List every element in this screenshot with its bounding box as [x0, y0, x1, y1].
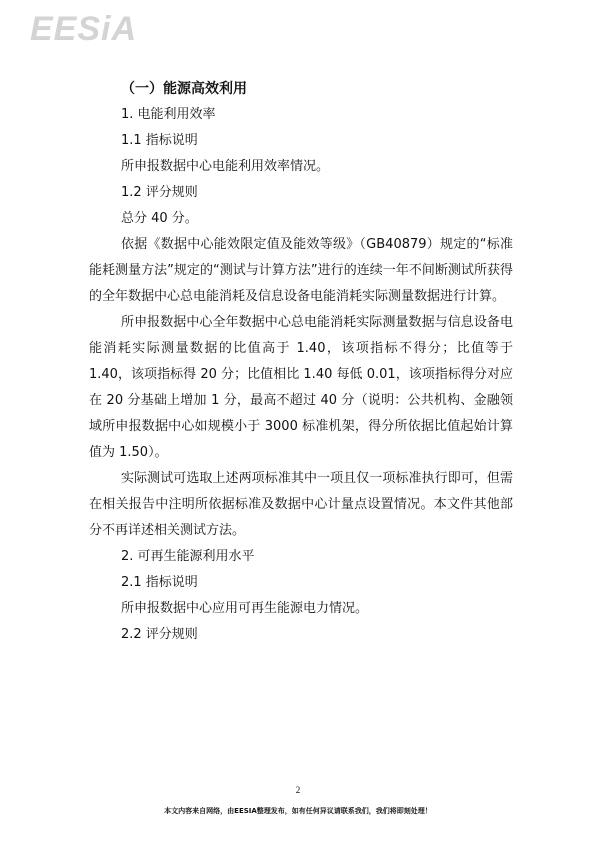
- indicator-desc-text: 所申报数据中心电能利用效率情况。: [121, 159, 330, 174]
- subsection-renewable: 2. 可再生能源利用水平: [121, 549, 255, 564]
- page-number: 2: [295, 785, 301, 795]
- renewable-desc-text: 所申报数据中心应用可再生能源电力情况。: [121, 601, 369, 616]
- paragraph-basis: 依据《数据中心能效限定值及能效等级》（GB40879）规定的“标准能耗测量方法”规定的“测试与计算方法”进行的连续一年不间断测试所获得的全年数据中心总电能消耗及信息设备电能消耗实际测量数据进行计算。: [89, 237, 513, 304]
- eesia-logo: EESiA: [30, 10, 138, 48]
- paragraph-testing: 实际测试可选取上述两项标准其中一项且仅一项标准执行即可，但需在相关报告中注明所依据标准及数据中心计量点设置情况。本文件其他部分不再详述相关测试方法。: [89, 471, 513, 538]
- subsection-scoring-rules: 1.2 评分规则: [121, 185, 198, 200]
- section-title-energy-efficiency: （一）能源高效利用: [121, 81, 247, 97]
- footer-disclaimer: 本文内容来自网络，由EESIA整理发布，如有任何异议请联系我们，我们将即刻处理！: [164, 807, 432, 815]
- paragraph-scoring: 所申报数据中心全年数据中心总电能消耗实际测量数据与信息设备电能消耗实际测量数据的比值高于 1.40，该项指标不得分；比值等于 1.40，该项指标得 20 分；比值相比 1.40 每低 0.01，该项指标得分对应在 20 分基础上增加 1 分，最高不超过 40 分（说明：公共机构、金融领域所申报数据中心如规模小于 3000 标准机架，得分所依据比值起始计算值为 1.50）。: [89, 315, 513, 460]
- document-body: [89, 76, 513, 648]
- subsection-renewable-scoring: 2.2 评分规则: [121, 627, 198, 642]
- subsection-renewable-desc: 2.1 指标说明: [121, 575, 198, 590]
- scoring-total-text: 总分 40 分。: [121, 211, 198, 226]
- subsection-indicator-desc: 1.1 指标说明: [121, 133, 198, 148]
- subsection-pue: 1. 电能利用效率: [121, 107, 216, 122]
